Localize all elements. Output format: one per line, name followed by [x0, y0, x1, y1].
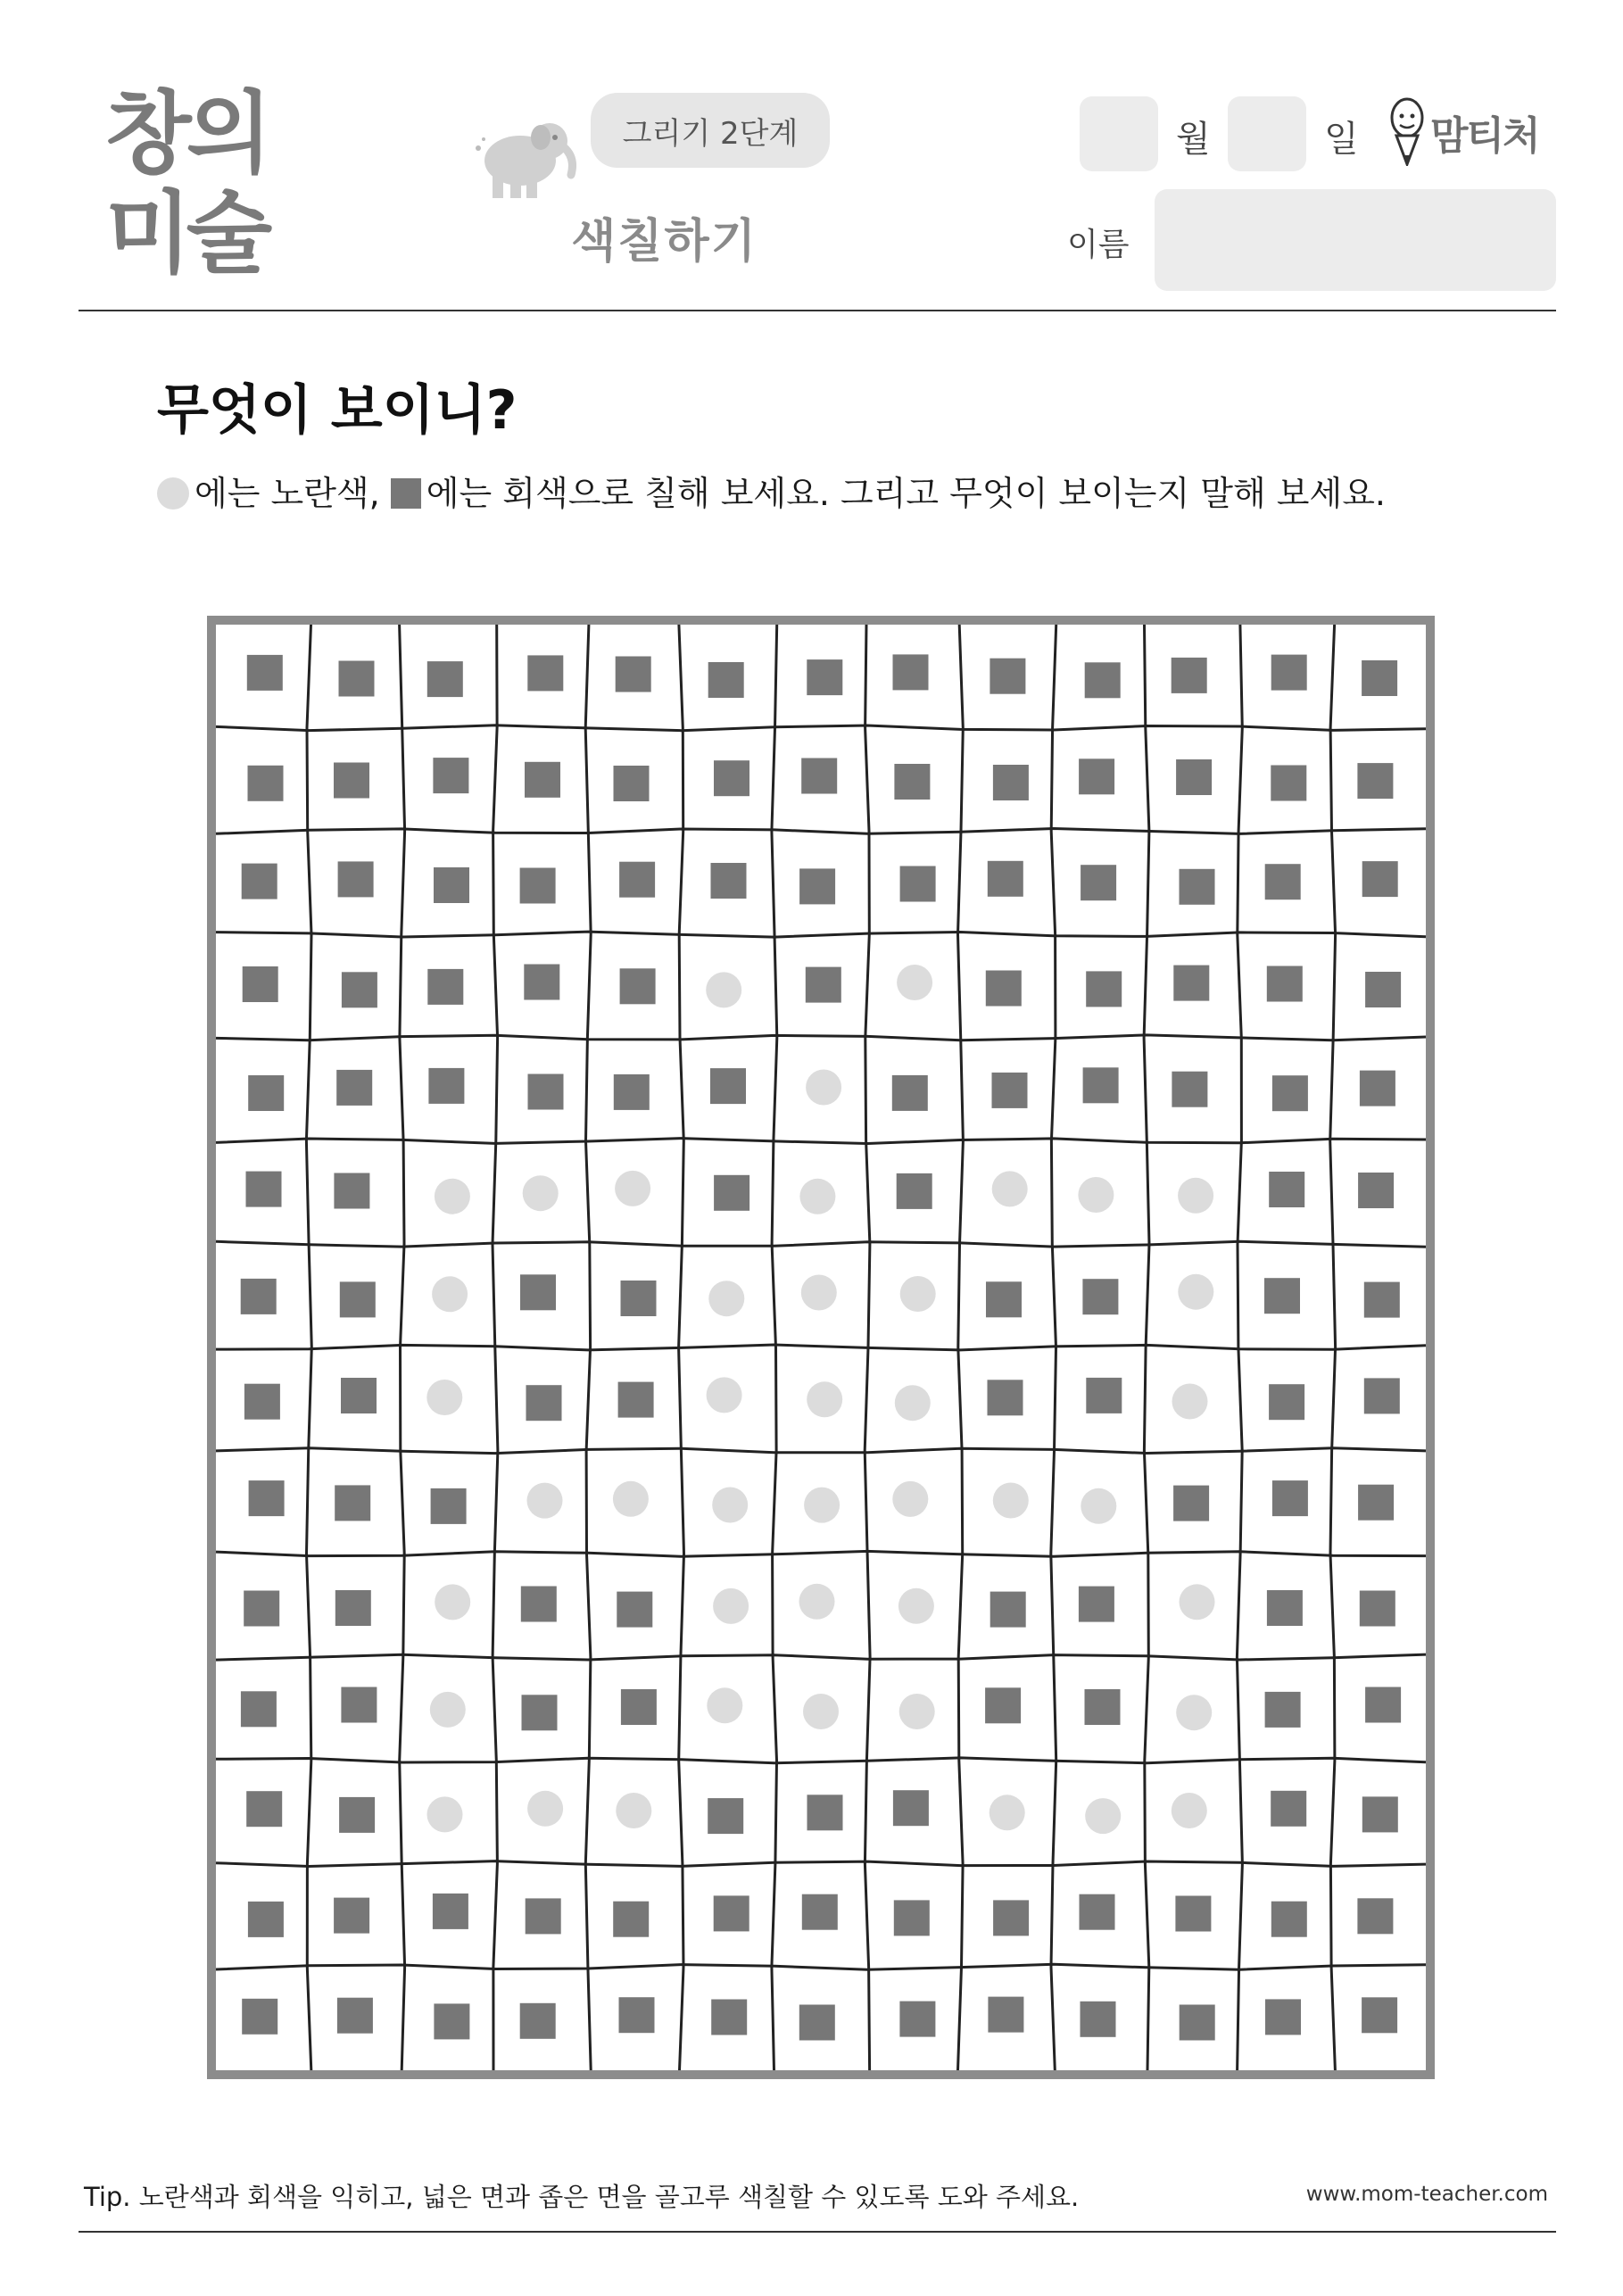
grid-circle[interactable] — [1178, 1274, 1213, 1310]
grid-circle[interactable] — [523, 1175, 559, 1211]
grid-square[interactable] — [1269, 1384, 1304, 1420]
grid-circle[interactable] — [1176, 1695, 1212, 1730]
grid-square[interactable] — [613, 1902, 649, 1937]
grid-square[interactable] — [336, 1070, 372, 1106]
stage-badge: 그리기 2단계 — [591, 93, 830, 168]
grid-square[interactable] — [527, 655, 563, 691]
grid-square[interactable] — [1272, 1075, 1308, 1111]
grid-square[interactable] — [521, 1587, 557, 1622]
grid-square[interactable] — [893, 1790, 929, 1826]
grid-square[interactable] — [431, 1488, 467, 1524]
grid-square[interactable] — [1365, 972, 1401, 1007]
month-field[interactable] — [1080, 96, 1158, 171]
grid-square[interactable] — [241, 1691, 277, 1727]
grid-square[interactable] — [708, 1798, 743, 1834]
instruction-part-1: 에는 노란색, — [195, 474, 380, 513]
grid-circle[interactable] — [707, 1377, 742, 1413]
grid-square[interactable] — [714, 1895, 749, 1931]
grid-square[interactable] — [894, 764, 930, 800]
grid-square[interactable] — [806, 967, 841, 1003]
grid-circle[interactable] — [806, 1070, 841, 1106]
grid-circle[interactable] — [1178, 1178, 1213, 1214]
grid-square[interactable] — [894, 1900, 930, 1935]
grid-square[interactable] — [1265, 864, 1301, 899]
grid-square[interactable] — [708, 662, 744, 698]
grid-circle[interactable] — [1180, 1584, 1215, 1620]
brand-text: 맘티처 — [1430, 113, 1539, 159]
grid-square[interactable] — [801, 758, 837, 794]
grid-square[interactable] — [711, 863, 747, 899]
grid-square[interactable] — [899, 2002, 935, 2037]
grid-circle[interactable] — [435, 1179, 470, 1214]
grid-square[interactable] — [340, 1281, 376, 1317]
grid-square[interactable] — [617, 1592, 652, 1628]
grid-square[interactable] — [621, 1281, 657, 1316]
grid-square[interactable] — [244, 1384, 280, 1420]
grid-circle[interactable] — [712, 1488, 748, 1523]
grid-square[interactable] — [520, 1274, 556, 1310]
grid-circle[interactable] — [706, 972, 741, 1007]
grid-square[interactable] — [1079, 1587, 1114, 1622]
grid-square[interactable] — [520, 868, 556, 904]
grid-square[interactable] — [1080, 1894, 1115, 1930]
grid-square[interactable] — [986, 1281, 1022, 1317]
grid-square[interactable] — [714, 760, 749, 796]
grid-square[interactable] — [1271, 1902, 1307, 1937]
grid-square[interactable] — [525, 762, 560, 798]
grid-circle[interactable] — [707, 1687, 742, 1723]
grid-square[interactable] — [334, 763, 369, 799]
grid-square[interactable] — [1271, 766, 1306, 801]
grid-square[interactable] — [522, 1695, 558, 1730]
grid-square[interactable] — [427, 969, 463, 1005]
grid-square[interactable] — [335, 1485, 370, 1521]
grid-square[interactable] — [335, 1590, 371, 1626]
grid-circle[interactable] — [427, 1796, 463, 1832]
grid-square[interactable] — [428, 1068, 464, 1104]
grid-square[interactable] — [338, 861, 374, 897]
logo-line-2: 미술 — [105, 181, 268, 286]
grid-square[interactable] — [520, 2003, 556, 2039]
grid-circle[interactable] — [527, 1483, 563, 1519]
grid-square[interactable] — [1357, 1898, 1393, 1934]
grid-square[interactable] — [433, 758, 468, 793]
grid-square[interactable] — [621, 1689, 657, 1725]
grid-square[interactable] — [1085, 662, 1121, 698]
grid-circle[interactable] — [807, 1381, 842, 1417]
square-legend-icon — [391, 478, 421, 509]
grid-square[interactable] — [620, 968, 656, 1004]
grid-square[interactable] — [1267, 966, 1303, 1002]
grid-square[interactable] — [616, 657, 651, 692]
grid-square[interactable] — [1081, 2002, 1116, 2037]
grid-circle[interactable] — [1085, 1798, 1121, 1834]
grid-square[interactable] — [1267, 1590, 1303, 1626]
grid-circle[interactable] — [426, 1380, 462, 1415]
grid-square[interactable] — [433, 1894, 468, 1929]
grid-square[interactable] — [1086, 1378, 1122, 1413]
grid-square[interactable] — [241, 1279, 277, 1314]
grid-square[interactable] — [242, 1999, 277, 2035]
grid-square[interactable] — [1269, 1172, 1304, 1207]
grid-square[interactable] — [1272, 1480, 1308, 1516]
grid-square[interactable] — [1264, 1278, 1300, 1314]
logo-line-1: 창의 — [105, 81, 268, 186]
grid-square[interactable] — [341, 1687, 377, 1723]
instruction-text — [157, 462, 1442, 525]
grid-square[interactable] — [524, 965, 559, 1000]
grid-square[interactable] — [988, 861, 1023, 897]
grid-square[interactable] — [1083, 1067, 1119, 1103]
grid-square[interactable] — [900, 866, 936, 902]
grid-square[interactable] — [992, 1073, 1028, 1108]
grid-square[interactable] — [619, 1997, 655, 2033]
grid-square[interactable] — [988, 1380, 1023, 1415]
grid-circle[interactable] — [616, 1793, 651, 1828]
grid-circle[interactable] — [895, 1385, 931, 1421]
grid-square[interactable] — [434, 867, 469, 903]
grid-circle[interactable] — [992, 1171, 1028, 1206]
grid-square[interactable] — [614, 1074, 650, 1110]
grid-square[interactable] — [1180, 869, 1215, 905]
grid-square[interactable] — [243, 966, 278, 1002]
website-url[interactable]: www.mom-teacher.com — [1305, 2183, 1548, 2206]
grid-square[interactable] — [618, 1382, 654, 1418]
grid-square[interactable] — [807, 1795, 843, 1830]
coloring-grid-svg[interactable] — [207, 616, 1435, 2079]
grid-square[interactable] — [893, 654, 929, 690]
coloring-grid[interactable] — [207, 616, 1435, 2079]
grid-circle[interactable] — [804, 1488, 840, 1523]
instruction-part-2: 에는 회색으로 칠해 보세요. 그리고 무엇이 보이는지 말해 보세요. — [426, 474, 1386, 513]
name-label: 이름 — [1067, 227, 1130, 263]
grid-square[interactable] — [1086, 971, 1122, 1007]
grid-square[interactable] — [1360, 1071, 1395, 1107]
grid-square[interactable] — [993, 1900, 1029, 1935]
grid-square[interactable] — [1176, 759, 1212, 795]
grid-square[interactable] — [341, 1378, 377, 1413]
footer-divider — [79, 2231, 1556, 2233]
grid-circle[interactable] — [799, 1584, 835, 1620]
grid-square[interactable] — [1358, 1485, 1394, 1521]
grid-square[interactable] — [1172, 658, 1207, 693]
grid-square[interactable] — [247, 655, 283, 691]
grid-square[interactable] — [248, 1902, 284, 1937]
grid-square[interactable] — [993, 765, 1029, 800]
grid-square[interactable] — [988, 1997, 1023, 2033]
grid-square[interactable] — [1357, 763, 1393, 799]
grid-circle[interactable] — [713, 1588, 749, 1624]
grid-square[interactable] — [1271, 655, 1307, 691]
grid-circle[interactable] — [900, 1276, 936, 1312]
grid-square[interactable] — [528, 1074, 564, 1110]
grid-square[interactable] — [244, 1591, 279, 1627]
grid-circle[interactable] — [897, 965, 932, 1000]
grid-circle[interactable] — [1172, 1793, 1207, 1828]
grid-square[interactable] — [990, 659, 1025, 694]
elephant-icon — [471, 105, 578, 203]
grid-square[interactable] — [342, 972, 377, 1007]
grid-circle[interactable] — [527, 1791, 563, 1827]
grid-circle[interactable] — [898, 1588, 934, 1624]
grid-square[interactable] — [242, 864, 277, 899]
grid-square[interactable] — [1173, 1486, 1209, 1521]
grid-square[interactable] — [1362, 1796, 1398, 1832]
grid-circle[interactable] — [899, 1694, 935, 1729]
circle-legend-icon — [157, 477, 189, 510]
logo — [105, 81, 284, 289]
grid-square[interactable] — [1173, 966, 1209, 1001]
grid-circle[interactable] — [615, 1171, 650, 1206]
grid-square[interactable] — [986, 971, 1022, 1007]
grid-square[interactable] — [1172, 1072, 1207, 1107]
grid-square[interactable] — [248, 766, 284, 801]
grid-square[interactable] — [710, 1068, 746, 1104]
tip-text: Tip. 노란색과 회색을 익히고, 넓은 면과 좁은 면을 골고루 색칠할 수 있도록 도와 주세요. — [84, 2182, 1080, 2212]
grid-circle[interactable] — [803, 1694, 839, 1729]
day-field[interactable] — [1228, 96, 1306, 171]
grid-circle[interactable] — [708, 1281, 744, 1316]
brand-logo — [1387, 91, 1566, 171]
grid-circle[interactable] — [1081, 1488, 1116, 1524]
grid-square[interactable] — [434, 2003, 469, 2039]
grid-square[interactable] — [807, 659, 842, 695]
grid-square[interactable] — [985, 1687, 1021, 1723]
grid-square[interactable] — [714, 1175, 749, 1211]
grid-circle[interactable] — [801, 1275, 837, 1311]
grid-square[interactable] — [246, 1172, 282, 1207]
grid-square[interactable] — [619, 862, 655, 898]
grid-square[interactable] — [1364, 1378, 1400, 1413]
grid-square[interactable] — [1180, 2005, 1215, 2041]
grid-square[interactable] — [614, 766, 650, 801]
grid-square[interactable] — [526, 1385, 562, 1421]
grid-circle[interactable] — [435, 1584, 470, 1620]
question-title: 무엇이 보이니? — [157, 379, 518, 442]
grid-square[interactable] — [1079, 758, 1114, 794]
grid-circle[interactable] — [1078, 1177, 1114, 1213]
grid-circle[interactable] — [993, 1483, 1029, 1519]
day-label: 일 — [1324, 119, 1359, 160]
grid-square[interactable] — [1082, 1279, 1118, 1314]
grid-square[interactable] — [1265, 1999, 1301, 2035]
grid-circle[interactable] — [430, 1692, 466, 1728]
grid-square[interactable] — [1365, 1687, 1401, 1723]
grid-square[interactable] — [339, 1797, 375, 1833]
grid-square[interactable] — [1362, 861, 1398, 897]
grid-square[interactable] — [1358, 1173, 1394, 1208]
grid-square[interactable] — [248, 1075, 284, 1111]
grid-square[interactable] — [526, 1898, 561, 1934]
grid-square[interactable] — [897, 1173, 932, 1209]
grid-circle[interactable] — [892, 1481, 928, 1517]
page-subtitle: 색칠하기 — [571, 215, 758, 269]
month-label: 월 — [1176, 119, 1211, 160]
grid-circle[interactable] — [799, 1179, 835, 1214]
grid-square[interactable] — [1175, 1896, 1211, 1932]
grid-square[interactable] — [892, 1075, 928, 1111]
grid-square[interactable] — [990, 1592, 1026, 1628]
grid-square[interactable] — [1362, 1997, 1397, 2033]
grid-circle[interactable] — [432, 1276, 468, 1312]
grid-circle[interactable] — [1172, 1384, 1208, 1420]
grid-square[interactable] — [1362, 660, 1397, 696]
grid-square[interactable] — [799, 2005, 835, 2041]
grid-square[interactable] — [334, 1173, 369, 1209]
header-divider — [79, 310, 1556, 311]
grid-square[interactable] — [711, 2000, 747, 2035]
pencil-icon — [1387, 96, 1428, 166]
grid-square[interactable] — [1085, 1689, 1121, 1725]
grid-square[interactable] — [246, 1791, 282, 1827]
grid-circle[interactable] — [613, 1481, 649, 1517]
grid-square[interactable] — [1265, 1692, 1301, 1728]
grid-square[interactable] — [802, 1894, 838, 1930]
grid-square[interactable] — [1271, 1791, 1306, 1827]
grid-circle[interactable] — [990, 1795, 1025, 1830]
grid-square[interactable] — [1081, 865, 1116, 900]
grid-square[interactable] — [339, 661, 375, 697]
grid-square[interactable] — [337, 1998, 373, 2034]
grid-square[interactable] — [799, 868, 835, 904]
grid-square[interactable] — [1364, 1282, 1400, 1318]
grid-square[interactable] — [334, 1898, 369, 1934]
grid-square[interactable] — [249, 1480, 285, 1516]
grid-square[interactable] — [427, 661, 463, 697]
grid-square[interactable] — [1360, 1591, 1395, 1627]
name-field[interactable] — [1155, 189, 1556, 291]
